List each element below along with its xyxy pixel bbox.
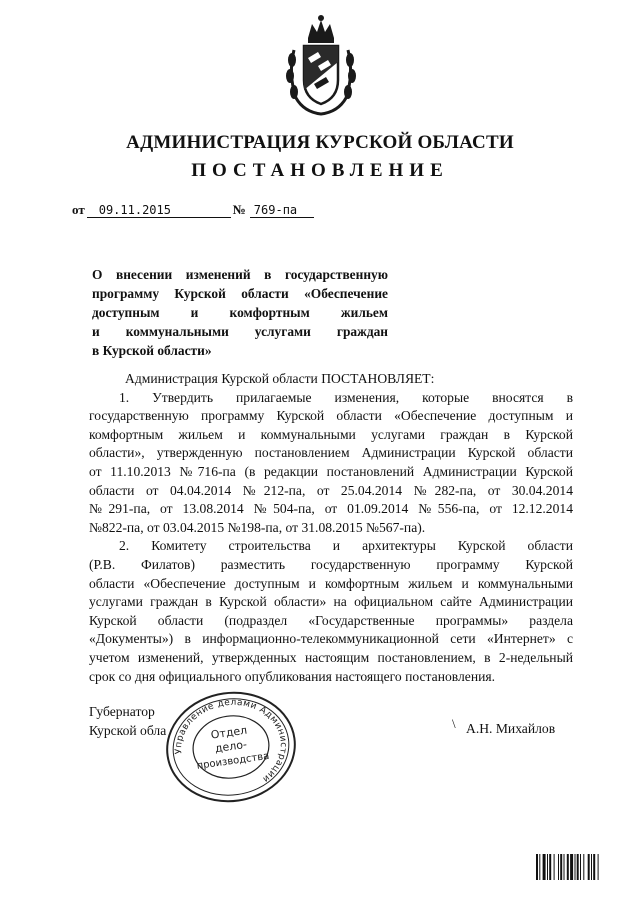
body-line: услугами граждан в Курской области» на официальном сайте Администрации [89,594,573,610]
body-line: №822-па, от 03.04.2015 №198-па, от 31.08.2015 №567-па). [89,519,426,535]
body-line: комфортным жильем и коммунальными услугами граждан в Курской [89,426,573,442]
body-line: №291-па, от 13.08.2014 №504-па, от 01.09.2014 №556-па, от 12.12.2014 [89,501,573,517]
barcode-bar [560,854,562,880]
barcode-bar [549,854,551,880]
body-line: государственную программу Курской области «Обеспечение доступным и [89,408,573,424]
body-line: области», утвержденную постановлением Администрации Курской области [89,445,573,461]
body-line: (Р.В. Филатов) разместить государственную программу Курской [89,556,573,572]
stamp-center-line: дело- [214,737,248,756]
barcode-bar [539,854,540,880]
barcode-bar [583,854,584,880]
document-date: 09.11.2015 [87,203,231,218]
barcode-bar [564,854,565,880]
barcode-bar [543,854,546,880]
barcode-bar [558,854,559,880]
date-label: от [72,202,85,217]
barcode-icon [536,854,614,880]
document-number: 769-па [250,203,314,218]
body-line: области от 04.04.2014 №212-па, от 25.04.2014 №282-па, от 30.04.2014 [89,482,573,498]
body-line: учетом изменений, утвержденных настоящим постановлением, в 2-недельный [89,649,573,665]
signatory-title-line: Губернатор [89,704,155,719]
signatory-title-line: Курской обла [89,722,167,738]
body-line: области «Обеспечение доступным и комфортным жильем и коммунальными [89,575,573,591]
office-stamp [162,688,300,806]
signatory-name: А.Н. Михайлов [466,721,556,736]
number-label: № [232,202,246,217]
stamp-center-line: Отдел [210,723,248,742]
body-line: «Документы») в информационно-телекоммуникационной сети «Интернет» с [89,631,573,647]
subject-line: в Курской области» [92,343,212,358]
barcode-bar [598,854,599,880]
barcode-bar [593,854,595,880]
stamp-ring-text: Управление делами Администрации [174,697,288,785]
barcode-bar [570,854,573,880]
subject-line: доступным и комфортным жильем [92,305,388,320]
signature-mark: \ [452,716,456,731]
document-body [89,370,573,686]
barcode-bar [588,854,590,880]
barcode-bar [577,854,579,880]
barcode-bar [567,854,569,880]
body-line: Администрация Курской области ПОСТАНОВЛЯЕТ: [125,371,435,386]
barcode-bar [575,854,576,880]
subject-line: О внесении изменений в государственную [92,267,388,282]
barcode-bar [536,854,538,880]
document-subject [92,265,388,360]
body-line: 1. Утвердить прилагаемые изменения, которые вносятся в [119,389,573,405]
barcode-bar [591,854,592,880]
subject-line: программу Курской области «Обеспечение [92,286,388,301]
signatory-title [89,703,166,740]
stamp-center-line: производства [196,750,270,772]
body-line: Курской области (подраздел «Государственные программы» раздела [89,612,573,628]
registration-line [72,202,314,218]
body-line: срок со дня официального опубликования настоящего постановления. [89,668,496,684]
body-line: 2. Комитету строительства и архитектуры Курской области [119,538,573,554]
barcode-bar [547,854,548,880]
body-line: от 11.10.2013 №716-па (в редакции постановлений Администрации Курской [89,463,573,479]
barcode-bar [580,854,581,880]
document-type: ПОСТАНОВЛЕНИЕ [191,160,449,181]
coat-of-arms-icon [284,14,358,118]
organization-title: АДМИНИСТРАЦИЯ КУРСКОЙ ОБЛАСТИ [126,132,514,153]
subject-line: и коммунальными услугами граждан [92,324,388,339]
barcode-bar [554,854,555,880]
